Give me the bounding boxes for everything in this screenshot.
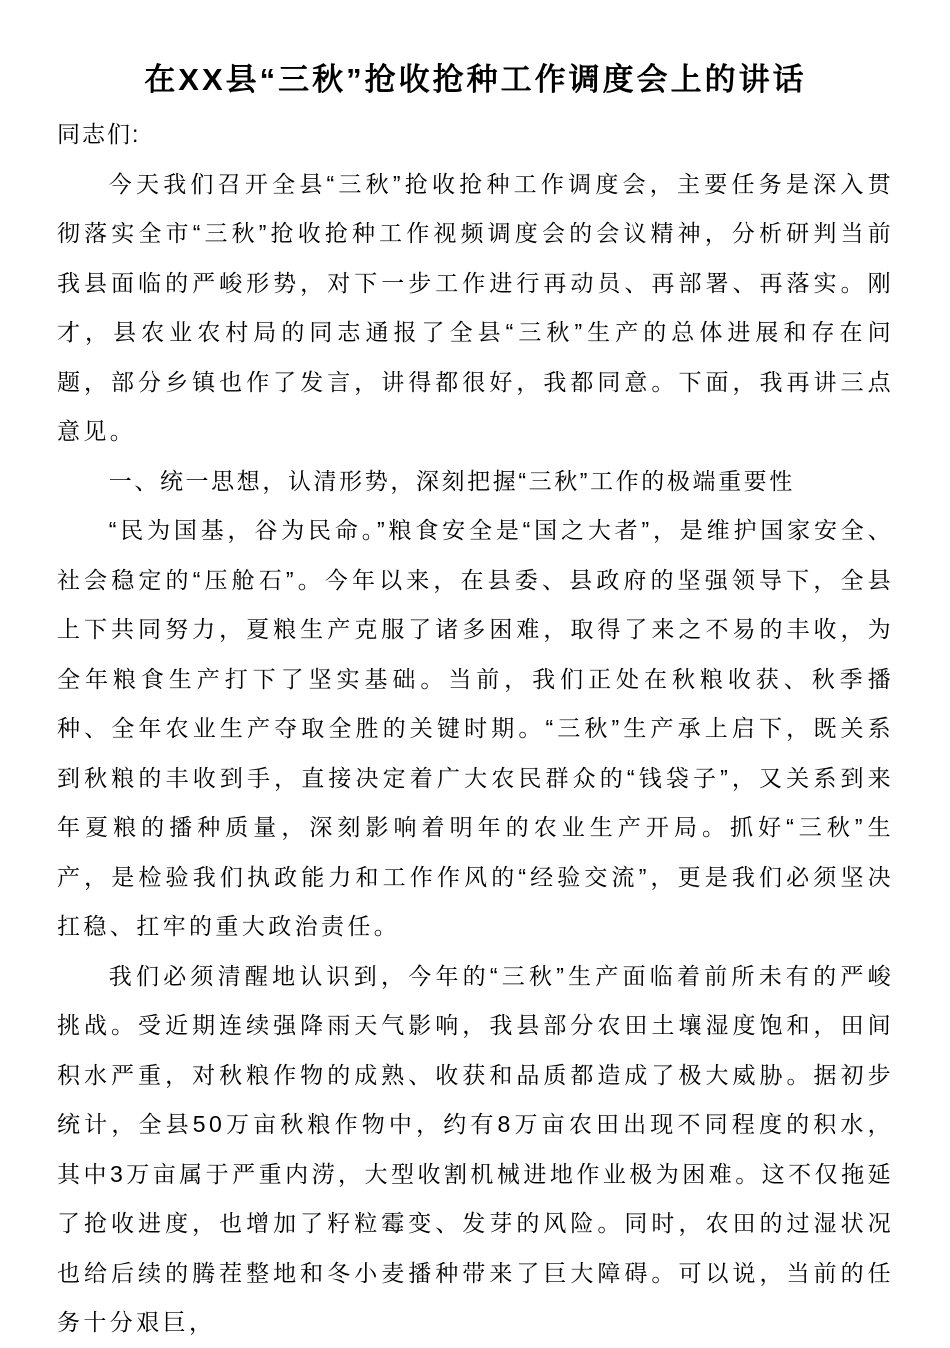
salutation: 同志们: bbox=[57, 121, 141, 147]
paragraph-importance: “民为国基，谷为民命。”粮食安全是“国之大者”，是维护国家安全、社会稳定的“压舱石”。今年以来，在县委、县政府的坚强领导下，全县上下共同努力，夏粮生产克服了诸多困难，取得了来之不易的丰收，为全年粮食生产打下了坚实基础。当前，我们正处在秋粮收获、秋季播种、全年农业生产夺取全胜的关键时期。“三秋”生产承上启下，既关系到秋粮的丰收到手，直接决定着广大农民群众的“钱袋子”，又关系到来年夏粮的播种质量，深刻影响着明年的农业生产开局。抓好“三秋”生产，是检验我们执政能力和工作作风的“经验交流”，更是我们必须坚决扛稳、扛牢的重大政治责任。 bbox=[57, 517, 894, 939]
document-title: 在XX县“三秋”抢收抢种工作调度会上的讲话 bbox=[144, 62, 807, 97]
paragraph-intro: 今天我们召开全县“三秋”抢收抢种工作调度会，主要任务是深入贯彻落实全市“三秋”抢收抢种工作视频调度会的会议精神，分析研判当前我县面临的严峻形势，对下一步工作进行再动员、再部署、再落实。刚才，县农业农村局的同志通报了全县“三秋”生产的总体进展和存在问题，部分乡镇也作了发言，讲得都很好，我都同意。下面，我再讲三点意见。 bbox=[57, 170, 894, 444]
paragraph-challenges: 我们必须清醒地认识到，今年的“三秋”生产面临着前所未有的严峻挑战。受近期连续强降雨天气影响，我县部分农田土壤湿度饱和，田间积水严重，对秋粮作物的成熟、收获和品质都造成了极大威胁。据初步统计，全县50万亩秋粮作物中，约有8万亩农田出现不同程度的积水，其中3万亩属于严重内涝，大型收割机械进地作业极为困难。这不仅拖延了抢收进度，也增加了籽粒霉变、发芽的风险。同时，农田的过湿状况也给后续的腾茬整地和冬小麦播种带来了巨大障碍。可以说，当前的任务十分艰巨， bbox=[57, 962, 894, 1335]
section-heading-1: 一、统一思想，认清形势，深刻把握“三秋”工作的极端重要性 bbox=[108, 467, 795, 494]
